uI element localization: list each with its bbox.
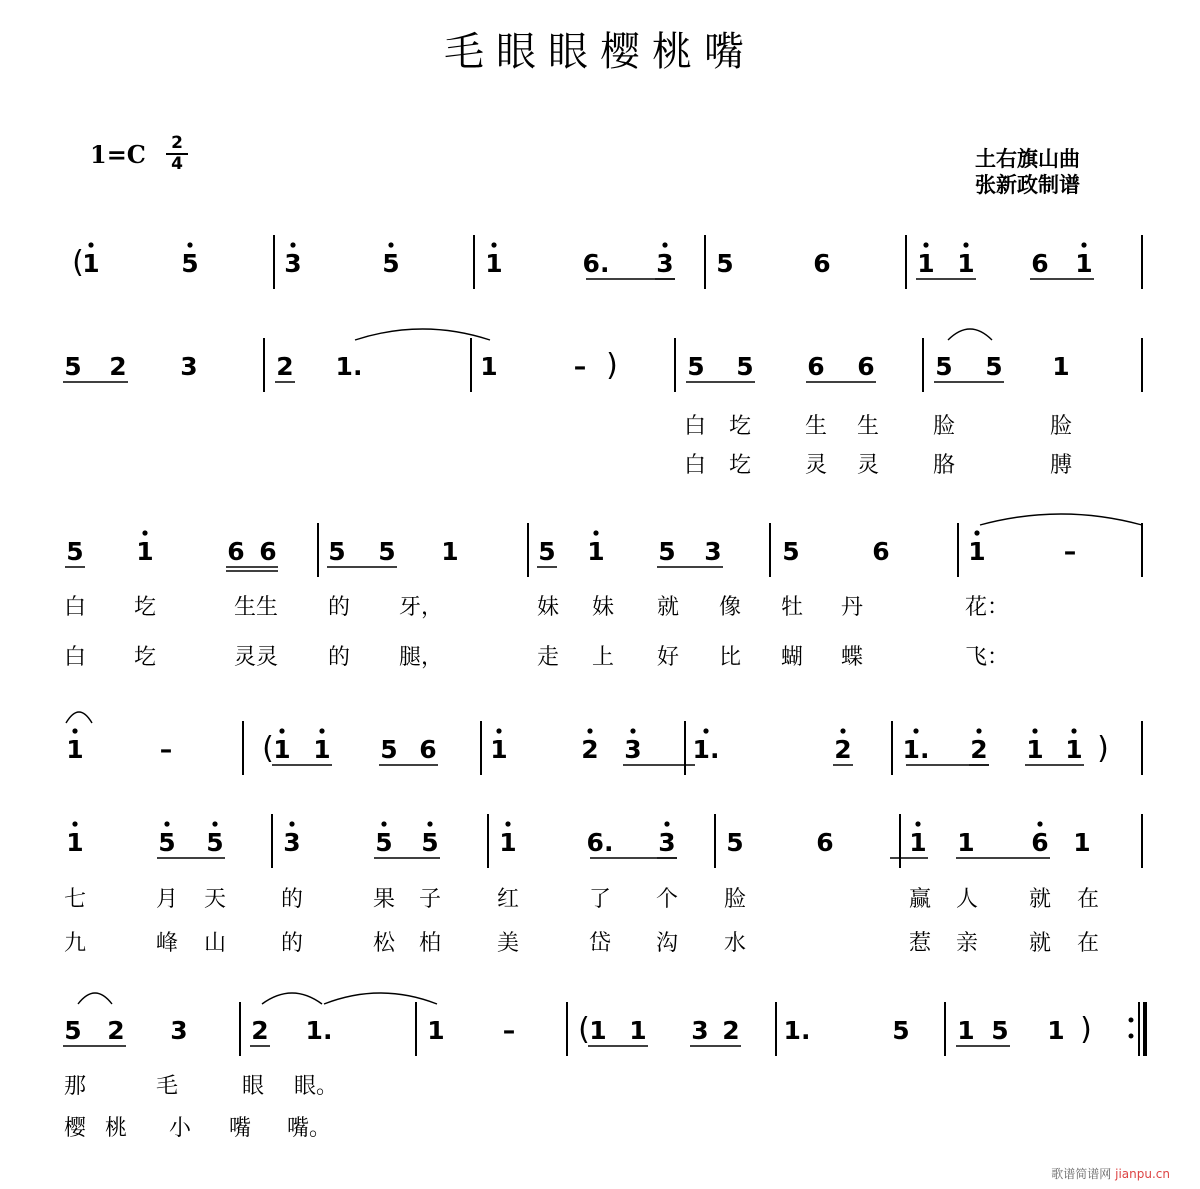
bracket: ( <box>262 731 274 766</box>
note: 2 <box>107 1016 125 1045</box>
lyric-syllable: 就 <box>1028 887 1052 912</box>
octave-dot <box>279 728 284 733</box>
note: 5 <box>378 537 396 566</box>
lyric-syllable: 圪 <box>728 453 752 478</box>
lyric-syllable: 白 <box>683 414 707 439</box>
note: 1 <box>917 249 935 278</box>
octave-dot <box>662 242 667 247</box>
lyric-syllable: 圪 <box>133 595 157 620</box>
slur <box>66 712 92 723</box>
lyric-syllable: 山 <box>203 931 227 956</box>
octave-dot <box>72 728 77 733</box>
note: 1. <box>305 1016 333 1045</box>
note: 6 <box>259 537 277 566</box>
slur <box>262 993 322 1004</box>
note: 5 <box>382 249 400 278</box>
note: 1 <box>480 352 498 381</box>
note: 3 <box>624 735 642 764</box>
note: 1 <box>957 1016 975 1045</box>
octave-dot <box>593 530 598 535</box>
lyric-syllable: 白 <box>63 595 87 620</box>
octave-dot <box>976 728 981 733</box>
score-line-5 <box>64 814 1142 956</box>
note: 2 <box>581 735 599 764</box>
time-signature-numerator: 2 <box>171 133 183 153</box>
note: 3 <box>180 352 198 381</box>
note: 6 <box>419 735 437 764</box>
note: 1. <box>783 1016 811 1045</box>
note: 1 <box>136 537 154 566</box>
note: 5 <box>66 537 84 566</box>
lyric-syllable: 的 <box>327 595 351 620</box>
note: 1 <box>427 1016 445 1045</box>
lyric-syllable: 蝶 <box>840 645 864 670</box>
note: 5 <box>375 828 393 857</box>
lyric-syllable: 嘴 <box>228 1116 252 1141</box>
octave-dot <box>289 821 294 826</box>
note: 6 <box>1031 828 1049 857</box>
octave-dot <box>505 821 510 826</box>
lyric-syllable: 像 <box>718 595 742 620</box>
note: 5 <box>782 537 800 566</box>
slur <box>980 514 1142 525</box>
note: 6 <box>872 537 890 566</box>
octave-dot <box>164 821 169 826</box>
lyric-syllable: 小 <box>168 1116 192 1141</box>
note: 1 <box>1052 352 1070 381</box>
lyric-syllable: 上 <box>591 645 615 670</box>
note: 6 <box>1031 249 1049 278</box>
lyric-syllable: 白 <box>63 645 87 670</box>
note: 5 <box>985 352 1003 381</box>
key-signature: 1=C <box>90 140 146 169</box>
octave-dot <box>381 821 386 826</box>
lyric-syllable: 飞： <box>964 645 1010 670</box>
note: 1 <box>485 249 503 278</box>
octave-dot <box>290 242 295 247</box>
note: 1. <box>902 735 930 764</box>
octave-dot <box>703 728 708 733</box>
lyric-syllable: 红 <box>496 887 520 912</box>
lyric-syllable: 脸 <box>723 887 747 912</box>
bracket: ( <box>578 1012 590 1047</box>
note: 1 <box>589 1016 607 1045</box>
song-title: 毛眼眼樱桃嘴 <box>444 29 756 75</box>
octave-dot <box>72 821 77 826</box>
note: 2 <box>276 352 294 381</box>
note: 3 <box>691 1016 709 1045</box>
note: 1 <box>1075 249 1093 278</box>
note: 6 <box>227 537 245 566</box>
lyric-syllable: 牙， <box>398 595 444 620</box>
dash-extension: – <box>502 1016 516 1045</box>
lyric-syllable: 就 <box>656 595 680 620</box>
note: 1 <box>313 735 331 764</box>
note: 5 <box>726 828 744 857</box>
time-signature-denominator: 4 <box>166 153 188 174</box>
octave-dot <box>187 242 192 247</box>
lyric-syllable: 在 <box>1076 887 1100 912</box>
score-line-4 <box>66 712 1142 775</box>
credit-source: 土右旗山曲 <box>975 147 1080 171</box>
lyric-syllable: 嘴。 <box>286 1116 332 1141</box>
octave-dot <box>1081 242 1086 247</box>
note: 2 <box>970 735 988 764</box>
watermark-url: jianpu.cn <box>1115 1167 1170 1181</box>
octave-dot <box>1037 821 1042 826</box>
note: 1 <box>1073 828 1091 857</box>
score-line-3 <box>64 514 1142 670</box>
octave-dot <box>963 242 968 247</box>
lyric-syllable: 松 <box>372 931 396 956</box>
note: 5 <box>64 1016 82 1045</box>
note: 6 <box>857 352 875 381</box>
lyric-syllable: 岱 <box>588 931 612 956</box>
lyric-syllable: 灵 <box>856 453 880 478</box>
lyric-syllable: 脸 <box>932 414 956 439</box>
note: 5 <box>206 828 224 857</box>
octave-dot <box>427 821 432 826</box>
octave-dot <box>913 728 918 733</box>
note: 1 <box>587 537 605 566</box>
octave-dot <box>840 728 845 733</box>
lyric-syllable: 丹 <box>840 595 864 620</box>
slur <box>324 993 437 1004</box>
note: 3 <box>658 828 676 857</box>
lyric-syllable: 胳 <box>932 453 956 478</box>
dash-extension: – <box>159 735 173 764</box>
note: 6. <box>586 828 614 857</box>
bracket: ( <box>72 245 84 280</box>
octave-dot <box>212 821 217 826</box>
lyric-syllable: 的 <box>280 887 304 912</box>
lyric-syllable: 天 <box>203 887 227 912</box>
bracket: ) <box>1080 1012 1092 1047</box>
note: 3 <box>283 828 301 857</box>
octave-dot <box>491 242 496 247</box>
note: 1 <box>629 1016 647 1045</box>
repeat-dot <box>1129 1018 1134 1023</box>
octave-dot <box>88 242 93 247</box>
note: 1 <box>66 735 84 764</box>
lyric-syllable: 妹 <box>536 595 560 620</box>
lyric-syllable: 赢 <box>908 887 932 912</box>
lyric-syllable: 人 <box>955 887 979 912</box>
slur <box>948 329 992 340</box>
lyric-syllable: 九 <box>63 931 87 956</box>
note: 2 <box>834 735 852 764</box>
lyric-syllable: 灵灵 <box>233 645 279 670</box>
watermark <box>1051 1165 1170 1182</box>
note: 5 <box>328 537 346 566</box>
lyric-syllable: 圪 <box>133 645 157 670</box>
slur <box>78 993 112 1004</box>
lyric-syllable: 走 <box>536 645 560 670</box>
lyric-syllable: 灵 <box>804 453 828 478</box>
note: 1 <box>957 828 975 857</box>
bracket: ) <box>606 348 618 383</box>
lyric-syllable: 七 <box>63 887 87 912</box>
note: 6 <box>807 352 825 381</box>
lyric-syllable: 果 <box>372 887 396 912</box>
note: 1 <box>490 735 508 764</box>
octave-dot <box>388 242 393 247</box>
lyric-syllable: 蝴 <box>780 645 804 670</box>
lyric-syllable: 樱 <box>63 1116 87 1141</box>
note: 1 <box>441 537 459 566</box>
note: 1 <box>957 249 975 278</box>
note: 5 <box>380 735 398 764</box>
note: 1 <box>66 828 84 857</box>
note: 2 <box>251 1016 269 1045</box>
watermark-site-name: 歌谱简谱网 <box>1051 1167 1112 1181</box>
note: 1 <box>1065 735 1083 764</box>
note: 1 <box>968 537 986 566</box>
note: 5 <box>892 1016 910 1045</box>
lyric-syllable: 眼 <box>241 1074 265 1099</box>
lyric-syllable: 了 <box>588 887 612 912</box>
note: 1 <box>499 828 517 857</box>
lyric-syllable: 个 <box>655 887 679 912</box>
lyric-syllable: 白 <box>683 453 707 478</box>
lyric-syllable: 那 <box>63 1074 87 1099</box>
note: 6. <box>582 249 610 278</box>
lyric-syllable: 花： <box>964 595 1010 620</box>
note: 5 <box>421 828 439 857</box>
score-line-6 <box>63 993 1145 1141</box>
score-line-2 <box>63 329 1142 478</box>
lyric-syllable: 生生 <box>233 595 279 620</box>
note: 3 <box>284 249 302 278</box>
octave-dot <box>630 728 635 733</box>
credit-arranger: 张新政制谱 <box>975 173 1080 197</box>
lyric-syllable: 水 <box>723 931 747 956</box>
lyric-syllable: 就 <box>1028 931 1052 956</box>
note: 1 <box>909 828 927 857</box>
octave-dot <box>915 821 920 826</box>
lyric-syllable: 的 <box>280 931 304 956</box>
slur <box>355 329 490 340</box>
note: 5 <box>935 352 953 381</box>
lyric-syllable: 亲 <box>955 931 979 956</box>
lyric-syllable: 的 <box>327 645 351 670</box>
octave-dot <box>1071 728 1076 733</box>
note: 3 <box>170 1016 188 1045</box>
note: 1. <box>335 352 363 381</box>
octave-dot <box>496 728 501 733</box>
score-line-1 <box>72 235 1142 289</box>
dash-extension: – <box>1063 537 1077 566</box>
note: 5 <box>991 1016 1009 1045</box>
lyric-syllable: 好 <box>656 645 680 670</box>
octave-dot <box>1032 728 1037 733</box>
lyric-syllable: 毛 <box>155 1074 179 1099</box>
lyric-syllable: 牡 <box>780 595 804 620</box>
note: 2 <box>109 352 127 381</box>
lyric-syllable: 桃 <box>104 1116 128 1141</box>
lyric-syllable: 比 <box>718 645 742 670</box>
lyric-syllable: 生 <box>856 414 880 439</box>
lyric-syllable: 子 <box>418 887 442 912</box>
lyric-syllable: 沟 <box>655 931 679 956</box>
octave-dot <box>664 821 669 826</box>
octave-dot <box>923 242 928 247</box>
lyric-syllable: 膊 <box>1049 453 1073 478</box>
lyric-syllable: 生 <box>804 414 828 439</box>
note: 1. <box>692 735 720 764</box>
bracket: ) <box>1097 731 1109 766</box>
octave-dot <box>142 530 147 535</box>
lyric-syllable: 月 <box>155 887 179 912</box>
lyric-syllable: 脸 <box>1049 414 1073 439</box>
lyric-syllable: 在 <box>1076 931 1100 956</box>
note: 5 <box>716 249 734 278</box>
note: 1 <box>82 249 100 278</box>
note: 2 <box>722 1016 740 1045</box>
note: 1 <box>1026 735 1044 764</box>
lyric-syllable: 妹 <box>591 595 615 620</box>
octave-dot <box>587 728 592 733</box>
note: 1 <box>1047 1016 1065 1045</box>
note: 6 <box>816 828 834 857</box>
note: 6 <box>813 249 831 278</box>
octave-dot <box>319 728 324 733</box>
note: 5 <box>538 537 556 566</box>
note: 5 <box>736 352 754 381</box>
lyric-syllable: 惹 <box>908 931 932 956</box>
note: 5 <box>658 537 676 566</box>
octave-dot <box>974 530 979 535</box>
lyric-syllable: 圪 <box>728 414 752 439</box>
note: 5 <box>64 352 82 381</box>
note: 1 <box>273 735 291 764</box>
lyric-syllable: 腿， <box>398 645 444 670</box>
note: 5 <box>181 249 199 278</box>
note: 3 <box>704 537 722 566</box>
lyric-syllable: 峰 <box>155 931 179 956</box>
lyric-syllable: 眼。 <box>293 1074 339 1099</box>
note: 5 <box>158 828 176 857</box>
note: 5 <box>687 352 705 381</box>
repeat-dot <box>1129 1034 1134 1039</box>
lyric-syllable: 柏 <box>418 931 442 956</box>
note: 3 <box>656 249 674 278</box>
lyric-syllable: 美 <box>496 931 520 956</box>
dash-extension: – <box>573 352 587 381</box>
